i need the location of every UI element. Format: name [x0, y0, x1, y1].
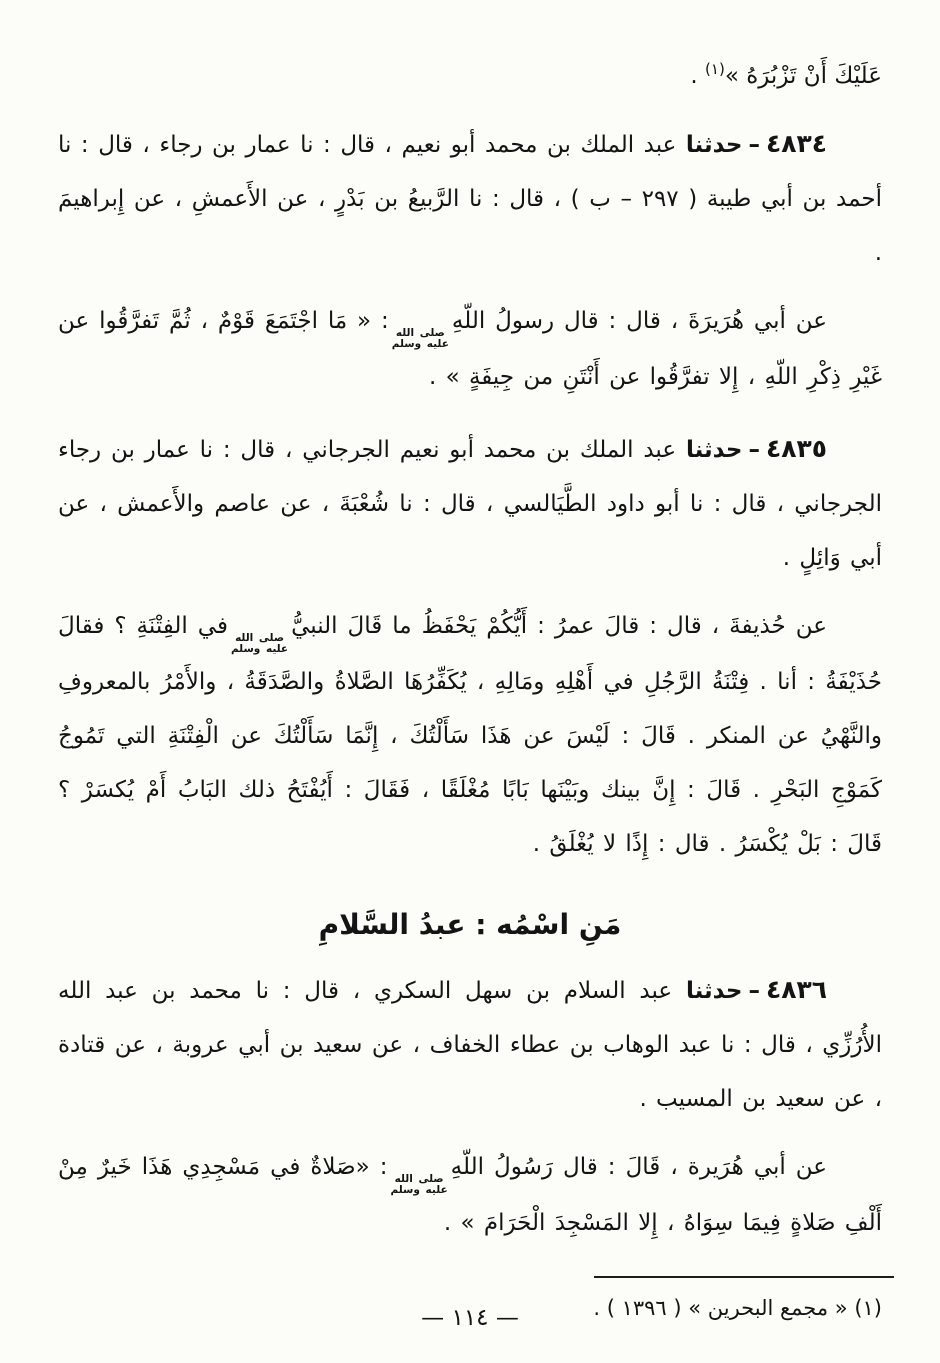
- hadathana-label: حدثنا: [685, 978, 743, 1004]
- hadith-entry-isnad: [58, 117, 882, 280]
- hadathana-label: حدثنا: [685, 437, 743, 463]
- salawat-bottom: عليه وسلم: [390, 1184, 448, 1196]
- hadith-entry-isnad: [58, 963, 882, 1126]
- salawat-top: صلى الله: [395, 327, 445, 339]
- matn-text-before: عن حُذيفةَ ، قال : قالَ عمرُ : أَيُّكُمْ يَحْفَظُ ما قَالَ النبيُّ: [291, 613, 827, 639]
- isnad-text: عبد الملك بن محمد أبو نعيم الجرجاني ، قال : نا عمار بن رجاء الجرجاني ، قال : نا أبو داود الطَّيَالسي ، قال : نا شُعْبَةَ ، عن عاصم والأَعمش ، عن أبي وَائِلٍ .: [58, 437, 882, 571]
- matn-text-after: : « مَا اجْتَمَعَ قَوْمٌ ، ثُمَّ تَفرَّقُوا عن غَيْرِ ذِكْرِ اللّهِ ، إِلا تفرَّقُوا عن أَنْتَنِ من جِيفَةٍ » .: [58, 308, 882, 390]
- hadith-matn: [58, 294, 882, 404]
- entry-dash: –: [748, 132, 760, 158]
- hadith-number: ٤٨٣٥: [765, 434, 828, 463]
- salawat-top: صلى الله: [235, 632, 284, 644]
- hadith-number: ٤٨٣٤: [765, 129, 827, 158]
- matn-text-after: : «صَلاةٌ في مَسْجِدِي هَذَا خَيرٌ مِنْ أَلْفِ صَلاةٍ فِيمَا سِوَاهُ ، إِلا المَسْجِدَ الْحَرَامَ » .: [58, 1154, 882, 1236]
- footnote-text: « مجمع البحرين » ( ١٣٩٦ ) .: [593, 1296, 848, 1320]
- matn-text-before: عن أبي هُرَيرة ، قَالَ : قال رَسُولُ اللّهِ: [450, 1154, 828, 1180]
- footnote-reference: (١): [705, 60, 725, 78]
- hadith-number: ٤٨٣٦: [765, 975, 828, 1004]
- salawat-calligraphy-icon: [231, 633, 288, 655]
- isnad-text: عبد الملك بن محمد أبو نعيم ، قال : نا عمار بن رجاء ، قال : نا أحمد بن أبي طيبة ( ٢٩٧ – ب ) ، قال : نا الرَّبيعُ بن بَدْرٍ ، عن الأَعمشِ ، عن إِبراهيمَ .: [58, 132, 882, 266]
- matn-text-before: عن أبي هُرَيرَةَ ، قال : قال رسولُ اللّهِ: [451, 308, 827, 334]
- hadith-matn: [58, 599, 882, 871]
- salawat-bottom: عليه وسلم: [230, 643, 289, 655]
- salawat-calligraphy-icon: [392, 328, 449, 350]
- page-number: — ١١٤ —: [421, 1305, 519, 1331]
- tail-period: .: [690, 63, 706, 89]
- hadathana-label: حدثنا: [685, 132, 743, 158]
- salawat-calligraphy-icon: [391, 1174, 448, 1196]
- hadith-matn: [58, 1140, 882, 1250]
- matn-text-after: في الفِتْنَةِ ؟ فقالَ حُذَيْفَةُ : أنا . فِتْنَةُ الرَّجُلِ في أَهْلِهِ ومَالِهِ ، يُكَفِّرُهَا الصَّلاةُ والصَّدَقَةُ ، والأَمْرُ بالمعروفِ والنَّهْيُ عن المنكر . قَالَ : لَيْسَ عن هَذَا سَأَلْتُكَ ، إِنَّمَا سَأَلْتُكَ عن الْفِتْنَةِ التي تَمُوجُ كَمَوْجِ البَحْرِ . قَالَ : إِنَّ بينك وبَيْنَها بَابًا مُغْلَقًا ، فَقَالَ : أَيُفْتَحُ ذلك البَابُ أَمْ يُكسَرْ ؟ قَالَ : بَلْ يُكْسَرُ . قال : إِذًا لا يُغْلَقُ .: [58, 613, 882, 857]
- entry-dash: –: [748, 978, 760, 1004]
- entry-dash: –: [748, 437, 760, 463]
- isnad-text: عبد السلام بن سهل السكري ، قال : نا محمد بن عبد الله الأُرُزِّي ، قال : نا عبد الوهاب بن عطاء الخفاف ، عن سعيد بن أبي عروبة ، عن قتادة ، عن سعيد بن المسيب .: [58, 978, 882, 1112]
- salawat-bottom: عليه وسلم: [391, 338, 449, 350]
- salawat-top: صلى الله: [394, 1173, 444, 1185]
- tail-text: عَلَيْكَ أَنْ تَزْبُرَهُ »: [724, 63, 882, 89]
- previous-hadith-tail: [58, 46, 882, 99]
- section-heading: مَنِ اسْمُه : عبدُ السَّلامِ: [318, 908, 622, 941]
- footnote-marker: (١): [854, 1296, 882, 1320]
- hadith-entry-isnad: [58, 422, 882, 585]
